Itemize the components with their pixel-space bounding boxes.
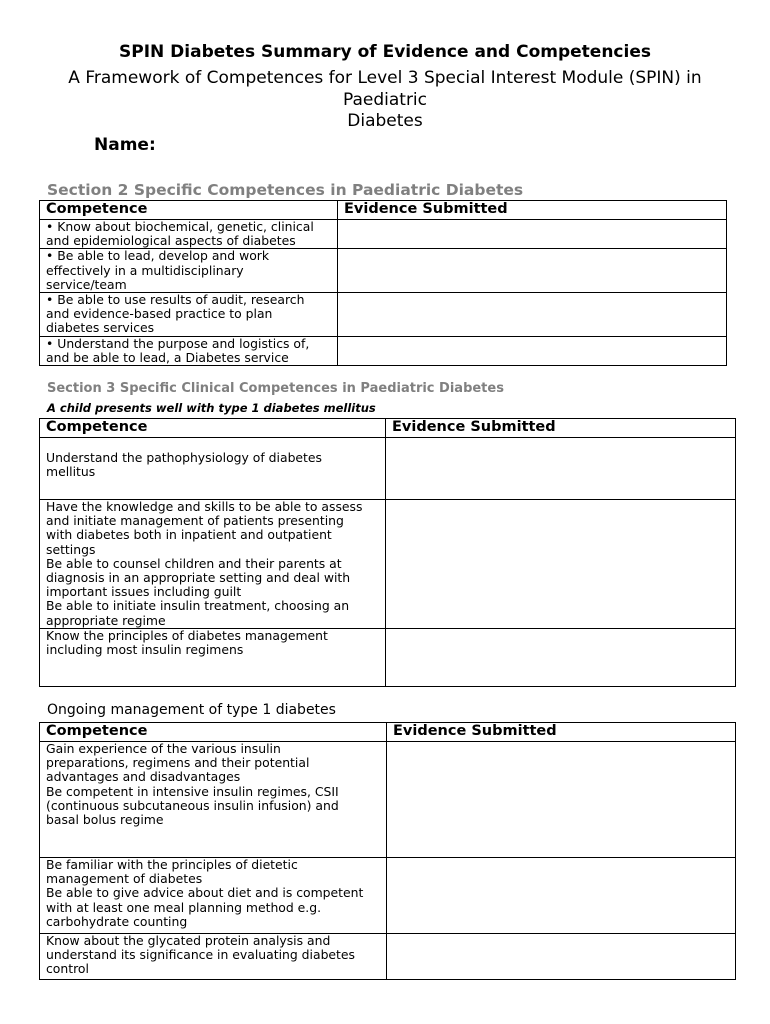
name-label: Name: xyxy=(94,135,156,155)
competence-cell: • Be able to lead, develop and work effectively in a multidisciplinary service/team xyxy=(40,249,338,293)
evidence-cell[interactable] xyxy=(387,934,736,980)
competence-cell: Be familiar with the principles of dietetic management of diabetes Be able to give advice about diet and is competent with at least one meal planning method e.g. carbohydrate counting xyxy=(40,858,387,934)
section3-table xyxy=(39,418,736,687)
column-header-competence: Competence xyxy=(40,419,386,438)
column-header-evidence: Evidence Submitted xyxy=(338,201,727,220)
evidence-cell[interactable] xyxy=(386,500,736,629)
document-subtitle: A Framework of Competences for Level 3 Special Interest Module (SPIN) in Paediatric xyxy=(68,68,702,110)
column-header-competence: Competence xyxy=(40,723,387,742)
evidence-cell[interactable] xyxy=(387,742,736,858)
section2-heading: Section 2 Specific Competences in Paediatric Diabetes xyxy=(47,181,524,199)
competence-cell: Gain experience of the various insulin preparations, regimens and their potential advantages and disadvantages Be competent in intensive insulin regimes, CSII (continuous subcutaneous insulin infusion) and basal bolus regime xyxy=(40,742,387,858)
ongoing-table xyxy=(39,722,736,980)
evidence-cell[interactable] xyxy=(387,858,736,934)
column-header-competence: Competence xyxy=(40,201,338,220)
evidence-cell[interactable] xyxy=(386,438,736,500)
evidence-cell[interactable] xyxy=(338,336,727,365)
ongoing-heading: Ongoing management of type 1 diabetes xyxy=(47,702,336,718)
column-header-evidence: Evidence Submitted xyxy=(387,723,736,742)
table-row xyxy=(40,220,727,249)
competence-cell: Understand the pathophysiology of diabetes mellitus xyxy=(40,438,386,500)
table-row xyxy=(40,438,736,500)
table-header-row xyxy=(40,201,727,220)
table-header-row xyxy=(40,723,736,742)
competence-cell: Know about the glycated protein analysis and understand its significance in evaluating diabetes control xyxy=(40,934,387,980)
document-subtitle-line2: Diabetes xyxy=(347,111,423,131)
column-header-evidence: Evidence Submitted xyxy=(386,419,736,438)
table-row xyxy=(40,934,736,980)
evidence-cell[interactable] xyxy=(338,220,727,249)
evidence-cell[interactable] xyxy=(386,628,736,686)
competence-cell: • Be able to use results of audit, research and evidence-based practice to plan diabetes services xyxy=(40,293,338,337)
competence-cell: Have the knowledge and skills to be able to assess and initiate management of patients presenting with diabetes both in inpatient and outpatient settings Be able to counsel children and their parents at diagnosis in an appropriate setting and deal with important issues including guilt Be able to initiate insulin treatment, choosing an appropriate regime xyxy=(40,500,386,629)
competence-cell: • Understand the purpose and logistics of, and be able to lead, a Diabetes service xyxy=(40,336,338,365)
table-row xyxy=(40,336,727,365)
table-header-row xyxy=(40,419,736,438)
table-row xyxy=(40,742,736,858)
table-row xyxy=(40,628,736,686)
table-row xyxy=(40,293,727,337)
section2-table xyxy=(39,200,727,366)
document-title: SPIN Diabetes Summary of Evidence and Competencies xyxy=(119,42,651,62)
table-row xyxy=(40,858,736,934)
evidence-cell[interactable] xyxy=(338,293,727,337)
evidence-cell[interactable] xyxy=(338,249,727,293)
table-row xyxy=(40,500,736,629)
table-row xyxy=(40,249,727,293)
section3-subheading: A child presents well with type 1 diabetes mellitus xyxy=(47,401,376,415)
section3-heading: Section 3 Specific Clinical Competences in Paediatric Diabetes xyxy=(47,381,504,396)
competence-cell: • Know about biochemical, genetic, clinical and epidemiological aspects of diabetes xyxy=(40,220,338,249)
competence-cell: Know the principles of diabetes management including most insulin regimens xyxy=(40,628,386,686)
